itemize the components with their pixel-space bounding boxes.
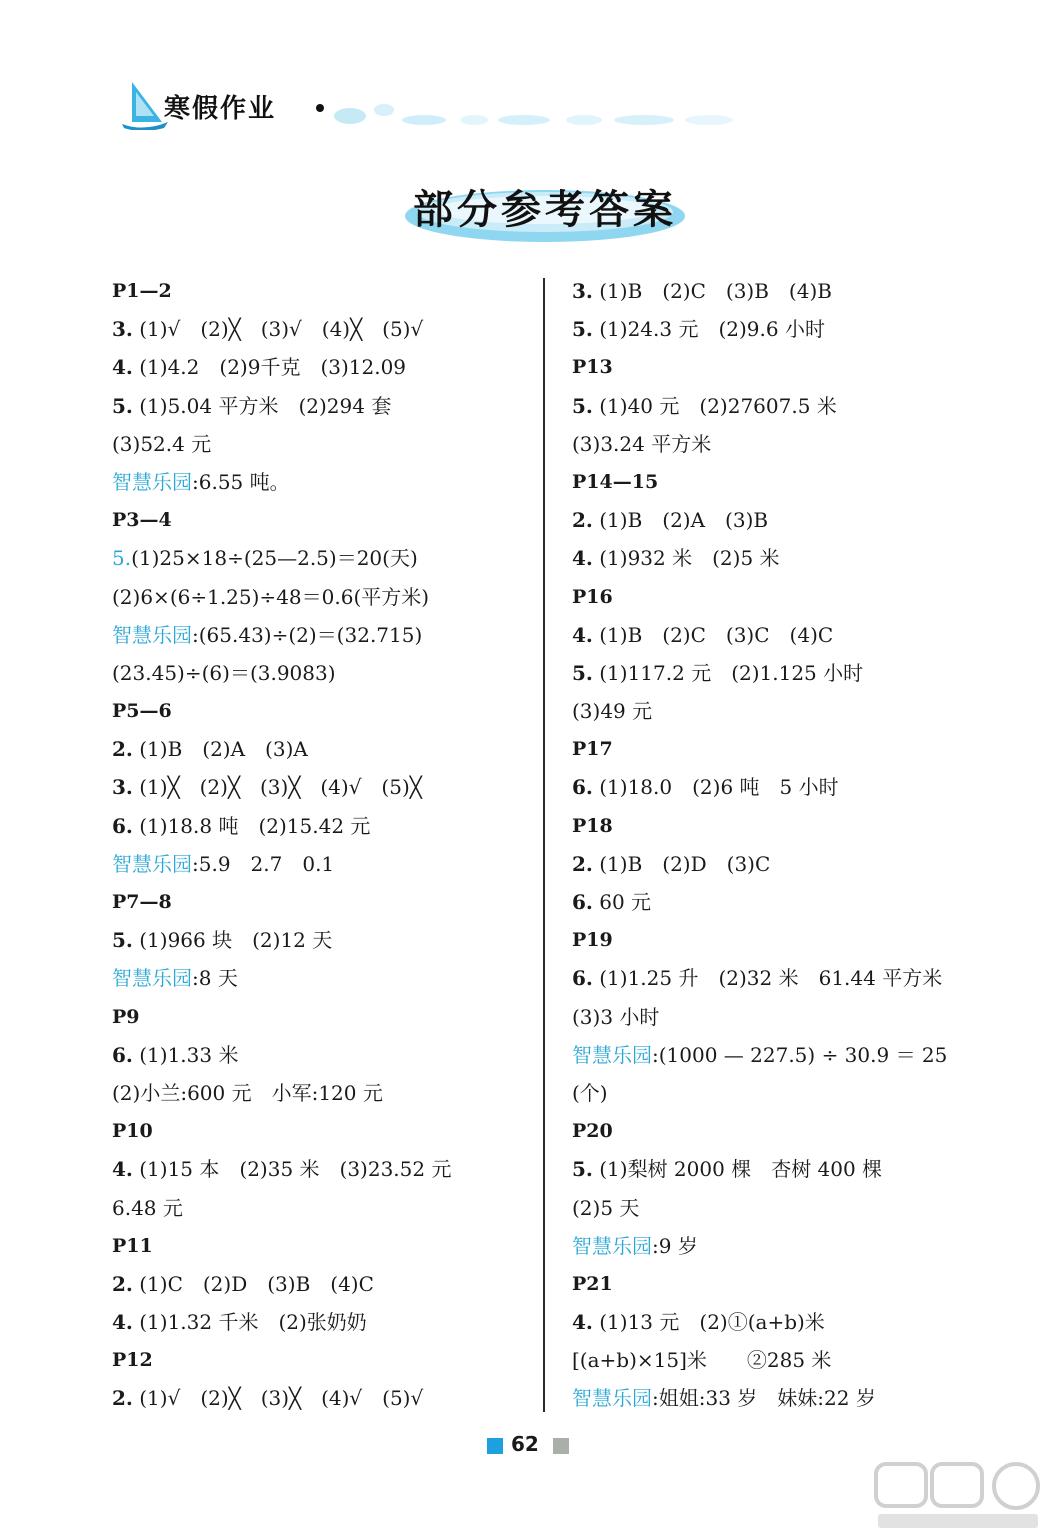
answer-text: (3)49 元 bbox=[572, 699, 653, 724]
answer-text: (1)24.3 元 (2)9.6 小时 bbox=[599, 317, 825, 342]
section-heading: P18 bbox=[572, 814, 613, 837]
section-heading: P3—4 bbox=[112, 509, 172, 532]
answer-text: (1)1.32 千米 (2)张奶奶 bbox=[139, 1310, 367, 1335]
question-number: 4. bbox=[572, 546, 593, 571]
question-number: 3. bbox=[572, 279, 593, 303]
answer-text: (3)52.4 元 bbox=[112, 431, 212, 456]
answer-line bbox=[112, 425, 532, 463]
answer-text: (1)18.8 吨 (2)15.42 元 bbox=[139, 813, 371, 838]
answer-line bbox=[112, 1379, 532, 1417]
highlight-answer-line bbox=[112, 959, 532, 997]
answer-line bbox=[112, 1189, 532, 1227]
answer-line bbox=[112, 921, 532, 959]
answer-text: (1)B (2)A (3)A bbox=[139, 737, 308, 762]
question-number: 2. bbox=[112, 737, 133, 762]
sail-logo-icon bbox=[118, 78, 170, 130]
watermark-logo bbox=[868, 1460, 1048, 1532]
answer-line bbox=[572, 501, 992, 539]
answer-line bbox=[572, 692, 992, 730]
answer-line bbox=[572, 272, 992, 310]
answer-text: (1)4.2 (2)9千克 (3)12.09 bbox=[139, 355, 407, 380]
question-number: 6. bbox=[112, 813, 133, 838]
answer-line bbox=[572, 1074, 992, 1112]
answer-text: (1)15 本 (2)35 米 (3)23.52 元 bbox=[139, 1157, 452, 1182]
section-heading: P10 bbox=[112, 1120, 153, 1143]
question-number: 2. bbox=[572, 851, 593, 876]
page-title: 部分参考答案 bbox=[413, 187, 677, 233]
answer-text: (1)√ (2)╳ (3)√ (4)╳ (5)√ bbox=[139, 317, 424, 342]
highlight-answer-line bbox=[572, 1379, 992, 1417]
answer-line bbox=[112, 1303, 532, 1341]
section-heading: P14—15 bbox=[572, 470, 659, 493]
highlight-label: 智慧乐园 bbox=[112, 966, 192, 991]
answer-text: (2)小兰:600 元 小军:120 元 bbox=[112, 1080, 383, 1105]
answer-text: 6.48 元 bbox=[112, 1195, 183, 1220]
footer-square-icon bbox=[487, 1438, 503, 1454]
answer-text: (1)B (2)A (3)B bbox=[599, 508, 769, 533]
answer-line bbox=[572, 1150, 992, 1188]
answer-text: (1)25×18÷(25—2.5)＝20(天) bbox=[131, 546, 418, 571]
answer-line bbox=[572, 539, 992, 577]
answer-text: :5.9 2.7 0.1 bbox=[192, 851, 335, 876]
answer-line bbox=[572, 959, 992, 997]
header-banner bbox=[118, 78, 758, 134]
question-number: 6. bbox=[572, 775, 593, 800]
answer-text: (1)B (2)C (3)B (4)B bbox=[599, 279, 832, 303]
answer-text: (3)3.24 平方米 bbox=[572, 431, 712, 456]
answer-line bbox=[112, 730, 532, 768]
answer-line bbox=[112, 768, 532, 806]
question-number: 6. bbox=[112, 1042, 133, 1067]
answer-line bbox=[112, 348, 532, 386]
highlight-label: 智慧乐园 bbox=[572, 1233, 652, 1258]
question-number: 4. bbox=[572, 622, 593, 647]
highlight-answer-line bbox=[112, 616, 532, 654]
answer-line bbox=[112, 1074, 532, 1112]
section-heading: P16 bbox=[572, 585, 613, 608]
answer-text: (3)3 小时 bbox=[572, 1004, 660, 1029]
section-heading: P17 bbox=[572, 738, 613, 761]
section-heading: P21 bbox=[572, 1272, 613, 1295]
highlight-label: 5. bbox=[112, 546, 132, 571]
page-title-block bbox=[404, 170, 686, 250]
question-number: 2. bbox=[572, 508, 593, 533]
answer-line bbox=[572, 1303, 992, 1341]
section-heading: P19 bbox=[572, 929, 613, 952]
answer-line bbox=[572, 883, 992, 921]
answer-line bbox=[572, 845, 992, 883]
answer-line bbox=[572, 998, 992, 1036]
answer-line bbox=[572, 425, 992, 463]
answer-line bbox=[112, 807, 532, 845]
answer-text: (个) bbox=[572, 1080, 608, 1105]
answer-line bbox=[112, 1150, 532, 1188]
answer-text: :8 天 bbox=[192, 966, 238, 991]
answer-text: (1)117.2 元 (2)1.125 小时 bbox=[599, 660, 864, 685]
highlight-label: 智慧乐园 bbox=[112, 469, 192, 494]
question-number: 5. bbox=[572, 317, 593, 342]
header-title: 寒假作业 bbox=[164, 94, 277, 124]
header-decoration bbox=[314, 90, 744, 130]
answer-line bbox=[112, 654, 532, 692]
answer-text: (1)C (2)D (3)B (4)C bbox=[139, 1271, 374, 1296]
question-number: 4. bbox=[112, 355, 133, 380]
answer-line bbox=[572, 1189, 992, 1227]
question-number: 2. bbox=[112, 1271, 133, 1296]
answer-text: :姐姐:33 岁 妹妹:22 岁 bbox=[652, 1386, 876, 1411]
answer-line bbox=[112, 1036, 532, 1074]
question-number: 5. bbox=[112, 393, 133, 418]
section-heading: P9 bbox=[112, 1005, 140, 1028]
answer-text: (2)5 天 bbox=[572, 1195, 640, 1220]
section-heading: P1—2 bbox=[112, 280, 172, 302]
answer-text: :(1000 — 227.5) ÷ 30.9 ＝ 25 bbox=[652, 1042, 948, 1067]
question-number: 6. bbox=[572, 966, 593, 991]
answer-line bbox=[112, 310, 532, 348]
answer-text: :9 岁 bbox=[652, 1233, 698, 1258]
question-number: 5. bbox=[572, 393, 593, 418]
answer-text: (1)√ (2)╳ (3)╳ (4)√ (5)√ bbox=[139, 1386, 424, 1411]
question-number: 4. bbox=[572, 1310, 593, 1335]
answer-line bbox=[572, 654, 992, 692]
highlight-answer-line bbox=[112, 463, 532, 501]
answer-line bbox=[572, 310, 992, 348]
answer-text: 60 元 bbox=[599, 890, 652, 914]
section-heading: P7—8 bbox=[112, 891, 172, 913]
highlight-label: 智慧乐园 bbox=[112, 622, 192, 647]
answer-column-left bbox=[112, 272, 532, 1418]
answer-text: [(a+b)×15]米 ②285 米 bbox=[572, 1348, 832, 1373]
answer-line bbox=[112, 1265, 532, 1303]
question-number: 3. bbox=[112, 775, 133, 800]
answer-text: (1)梨树 2000 棵 杏树 400 棵 bbox=[599, 1157, 883, 1182]
section-heading: P12 bbox=[112, 1349, 153, 1372]
question-number: 2. bbox=[112, 1386, 133, 1411]
highlight-label: 智慧乐园 bbox=[572, 1386, 652, 1411]
answer-text: (1)932 米 (2)5 米 bbox=[599, 546, 780, 571]
question-number: 3. bbox=[112, 317, 133, 342]
answer-text: (1)5.04 平方米 (2)294 套 bbox=[139, 393, 392, 418]
answer-line bbox=[572, 616, 992, 654]
highlight-label: 智慧乐园 bbox=[112, 851, 192, 876]
question-number: 4. bbox=[112, 1157, 133, 1182]
highlight-answer-line bbox=[572, 1227, 992, 1265]
question-number: 5. bbox=[112, 928, 133, 953]
answer-text: (1)13 元 (2)①(a+b)米 bbox=[599, 1310, 825, 1335]
answer-text: (1)40 元 (2)27607.5 米 bbox=[599, 393, 837, 418]
question-number: 4. bbox=[112, 1310, 133, 1335]
answer-line bbox=[112, 578, 532, 616]
answer-column-right bbox=[572, 272, 992, 1418]
answer-text: (1)966 块 (2)12 天 bbox=[139, 928, 333, 953]
page-number: 62 bbox=[511, 1432, 539, 1456]
answer-text: (1)1.33 米 bbox=[139, 1042, 239, 1067]
answer-text: :6.55 吨。 bbox=[192, 469, 290, 494]
section-heading: P20 bbox=[572, 1120, 613, 1143]
answer-text: (1)B (2)C (3)C (4)C bbox=[599, 622, 834, 647]
question-number: 5. bbox=[572, 660, 593, 685]
section-heading: P11 bbox=[112, 1234, 153, 1257]
section-heading: P13 bbox=[572, 356, 613, 379]
question-number: 6. bbox=[572, 890, 593, 914]
highlight-label: 智慧乐园 bbox=[572, 1042, 652, 1067]
answer-text: (1)B (2)D (3)C bbox=[599, 851, 771, 876]
highlight-answer-line bbox=[572, 1036, 992, 1074]
question-number: 5. bbox=[572, 1157, 593, 1182]
highlight-answer-line bbox=[112, 539, 532, 577]
answer-text: (1)╳ (2)╳ (3)╳ (4)√ (5)╳ bbox=[139, 775, 422, 800]
answer-text: (23.45)÷(6)＝(3.9083) bbox=[112, 660, 336, 685]
answer-line bbox=[112, 387, 532, 425]
footer-square-icon bbox=[553, 1438, 569, 1454]
answer-line bbox=[572, 1341, 992, 1379]
highlight-answer-line bbox=[112, 845, 532, 883]
answer-text: :(65.43)÷(2)＝(32.715) bbox=[192, 622, 423, 647]
answer-text: (1)18.0 (2)6 吨 5 小时 bbox=[599, 775, 839, 800]
answer-line bbox=[572, 768, 992, 806]
answer-text: (1)1.25 升 (2)32 米 61.44 平方米 bbox=[599, 966, 943, 991]
section-heading: P5—6 bbox=[112, 700, 172, 723]
answer-text: (2)6×(6÷1.25)÷48＝0.6(平方米) bbox=[112, 584, 430, 609]
answer-line bbox=[572, 387, 992, 425]
column-divider bbox=[543, 278, 545, 1412]
